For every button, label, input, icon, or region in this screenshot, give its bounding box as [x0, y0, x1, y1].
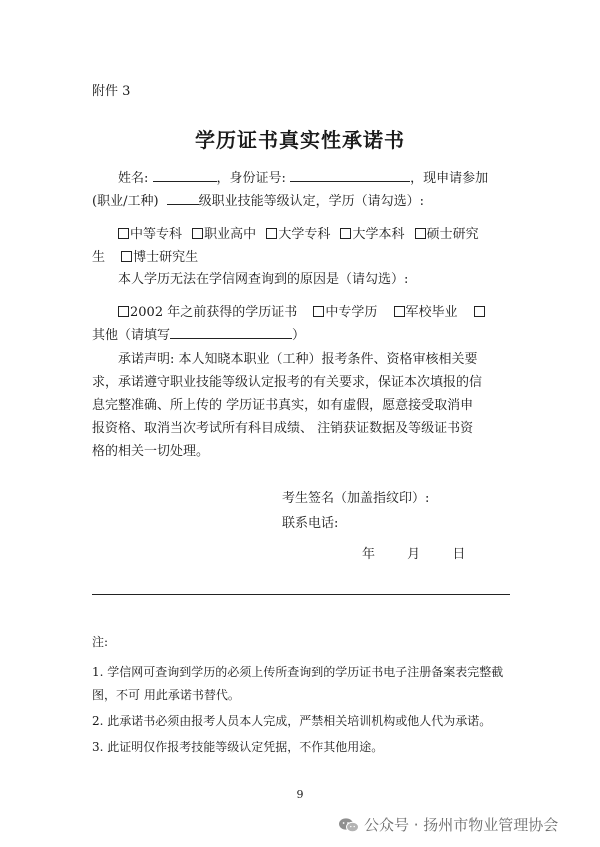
- reason-options-row: [118, 301, 486, 320]
- note-item: 3. 此证明仅作报考技能等级认定凭据，不作其他用途。: [92, 740, 384, 754]
- intro-line-2: [92, 190, 424, 209]
- declaration-line: 息完整准确、所上传的 学历证书真实，如有虚假，愿意接受取消申: [92, 398, 474, 413]
- education-option[interactable]: 职业高中: [192, 227, 256, 242]
- checkbox[interactable]: [474, 306, 485, 317]
- note-item: 1. 学信网可查询到学历的必须上传所查询到的学历证书电子注册备案表完整截: [92, 665, 504, 679]
- note-item: 图，不可 用此承诺书替代。: [92, 688, 240, 702]
- other-reason-row: [92, 324, 305, 343]
- declaration-line: 求，承诺遵守职业技能等级认定报考的有关要求，保证本次填报的信: [92, 375, 483, 390]
- declaration-line: 格的相关一切处理。: [92, 444, 210, 459]
- level-text: 级职业技能等级认定，学历（请勾选）:: [198, 194, 425, 209]
- job-label: (职业/工种): [92, 194, 159, 209]
- education-option[interactable]: 中等专科: [118, 227, 182, 242]
- separator-line: [92, 594, 510, 595]
- checkbox[interactable]: [121, 251, 132, 262]
- day-label: 日: [452, 547, 466, 562]
- other-reason-blank[interactable]: [170, 325, 292, 339]
- reason-option[interactable]: 2002 年之前获得的学历证书: [118, 305, 297, 320]
- education-option[interactable]: 硕士研究: [415, 227, 479, 242]
- date-line: [362, 543, 465, 562]
- notes-heading: 注:: [92, 635, 109, 649]
- reason-option[interactable]: 中专学历: [313, 305, 377, 320]
- education-options-row-1: [118, 223, 479, 242]
- reason-option[interactable]: 军校毕业: [394, 305, 458, 320]
- declaration-line: 承诺声明: 本人知晓本职业（工种）报考条件、资格审核相关要: [118, 352, 478, 367]
- intro-line-1: [118, 167, 488, 186]
- apply-text: ，现申请参加: [410, 171, 489, 186]
- watermark-text: 公众号 · 扬州市物业管理协会: [364, 816, 559, 834]
- note-item: 2. 此承诺书必须由报考人员本人完成，严禁相关培训机构或他人代为承诺。: [92, 714, 492, 728]
- month-label: 月: [407, 547, 421, 562]
- name-label: 姓名:: [118, 171, 149, 186]
- reason-question: 本人学历无法在学信网查询到的原因是（请勾选）:: [118, 272, 409, 287]
- other-label: 其他（请填写: [92, 328, 171, 343]
- checkbox[interactable]: [118, 228, 129, 239]
- checkbox[interactable]: [313, 306, 324, 317]
- signature-label: 考生签名（加盖指纹印）:: [282, 491, 430, 506]
- checkbox[interactable]: [118, 306, 129, 317]
- level-blank[interactable]: [167, 191, 199, 205]
- checkbox[interactable]: [192, 228, 203, 239]
- name-blank[interactable]: [153, 168, 217, 182]
- id-label: ，身份证号:: [216, 171, 286, 186]
- education-option-continuation: 生: [92, 250, 106, 265]
- checkbox[interactable]: [340, 228, 351, 239]
- year-label: 年: [362, 547, 376, 562]
- education-option[interactable]: 大学本科: [340, 227, 404, 242]
- attachment-label: 附件 3: [92, 84, 131, 99]
- id-number-blank[interactable]: [290, 168, 410, 182]
- checkbox[interactable]: [394, 306, 405, 317]
- phone-label: 联系电话:: [282, 516, 339, 531]
- checkbox[interactable]: [415, 228, 426, 239]
- watermark: [338, 814, 558, 835]
- education-option[interactable]: 博士研究生: [121, 250, 198, 265]
- checkbox[interactable]: [266, 228, 277, 239]
- declaration-line: 报资格、取消当次考试所有科目成绩、 注销获证数据及等级证书资: [92, 421, 474, 436]
- page-number: 9: [296, 788, 304, 801]
- education-option[interactable]: 大学专科: [266, 227, 330, 242]
- education-options-row-2: [92, 246, 198, 265]
- other-close: ）: [292, 328, 306, 343]
- document-title: 学历证书真实性承诺书: [195, 128, 405, 152]
- wechat-icon: [338, 817, 360, 833]
